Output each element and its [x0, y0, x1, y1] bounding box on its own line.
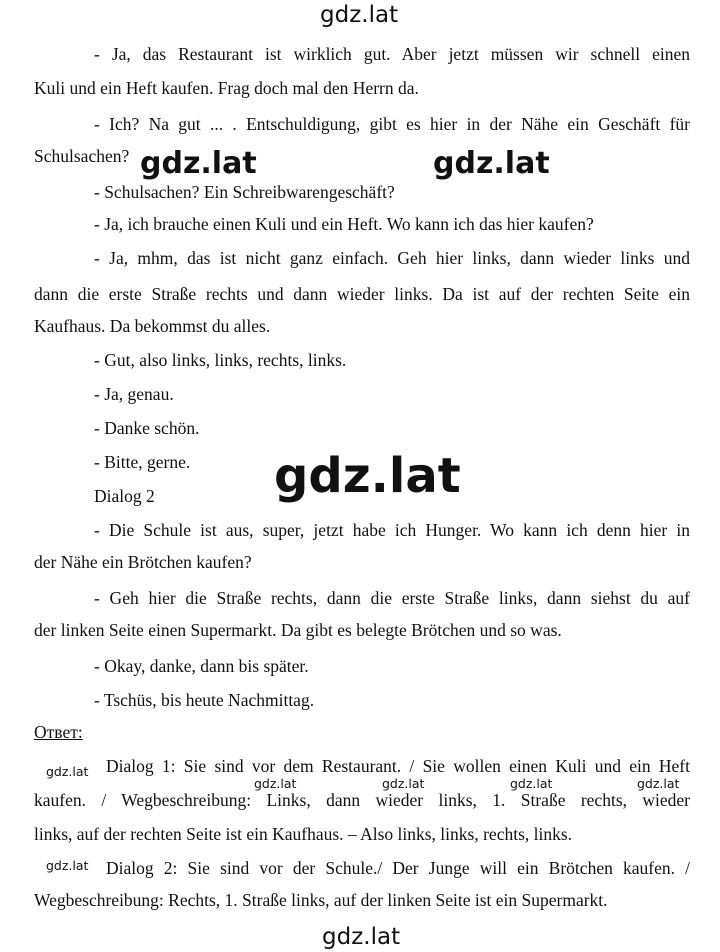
watermark-left: gdz.lat [140, 146, 257, 181]
text-line: Kaufhaus. Da bekommst du alles. [34, 316, 271, 336]
text-line: dann die erste Straße rechts und dann wieder links. Da ist auf der rechten Seite ein [34, 284, 690, 304]
answer-line: Dialog 2: Sie sind vor der Schule./ Der Junge will ein Brötchen kaufen. / [106, 858, 690, 878]
text-line: Schulsachen? [34, 146, 130, 166]
text-line: - Ja, mhm, das ist nicht ganz einfach. Geh hier links, dann wieder links und [94, 248, 690, 268]
text-line: Kuli und ein Heft kaufen. Frag doch mal den Herrn da. [34, 78, 419, 98]
watermark-answer-5: gdz.lat [637, 776, 680, 791]
answer-line: Wegbeschreibung: Rechts, 1. Straße links, auf der linken Seite ist ein Supermarkt. [34, 890, 608, 910]
watermark-center: gdz.lat [274, 448, 461, 504]
answer-line: kaufen. / Wegbeschreibung: Links, dann wieder links, 1. Straße rechts, wieder [34, 790, 690, 810]
watermark-answer-1: gdz.lat [46, 764, 89, 779]
text-line: - Ja, ich brauche einen Kuli und ein Heft. Wo kann ich das hier kaufen? [94, 214, 594, 234]
text-line: - Ja, genau. [94, 384, 174, 404]
answer-label: Ответ: [34, 722, 83, 742]
dialog-heading: Dialog 2 [94, 486, 155, 506]
watermark-answer-3: gdz.lat [382, 776, 425, 791]
text-line: - Ja, das Restaurant ist wirklich gut. Aber jetzt müssen wir schnell einen [94, 44, 690, 64]
text-line: - Tschüs, bis heute Nachmittag. [94, 690, 315, 710]
watermark-answer-6: gdz.lat [46, 858, 89, 873]
text-line: - Ich? Na gut ... . Entschuldigung, gibt es hier in der Nähe ein Geschäft für [94, 114, 690, 134]
watermark-top: gdz.lat [320, 2, 399, 28]
watermark-right: gdz.lat [433, 146, 550, 181]
text-line: - Geh hier die Straße rechts, dann die erste Straße links, dann siehst du auf [94, 588, 690, 608]
answer-line: links, auf der rechten Seite ist ein Kaufhaus. – Also links, links, rechts, links. [34, 824, 573, 844]
watermark-bottom: gdz.lat [322, 924, 401, 950]
text-line: - Die Schule ist aus, super, jetzt habe ich Hunger. Wo kann ich denn hier in [94, 520, 690, 540]
watermark-answer-2: gdz.lat [254, 776, 297, 791]
answer-line: Dialog 1: Sie sind vor dem Restaurant. / Sie wollen einen Kuli und ein Heft [106, 756, 690, 776]
text-line: - Okay, danke, dann bis später. [94, 656, 309, 676]
text-line: der Nähe ein Brötchen kaufen? [34, 552, 252, 572]
text-line: - Gut, also links, links, rechts, links. [94, 350, 347, 370]
text-line: der linken Seite einen Supermarkt. Da gibt es belegte Brötchen und so was. [34, 620, 562, 640]
text-line: - Danke schön. [94, 418, 200, 438]
text-line: - Bitte, gerne. [94, 452, 191, 472]
text-line: - Schulsachen? Ein Schreibwarengeschäft? [94, 182, 395, 202]
watermark-answer-4: gdz.lat [510, 776, 553, 791]
